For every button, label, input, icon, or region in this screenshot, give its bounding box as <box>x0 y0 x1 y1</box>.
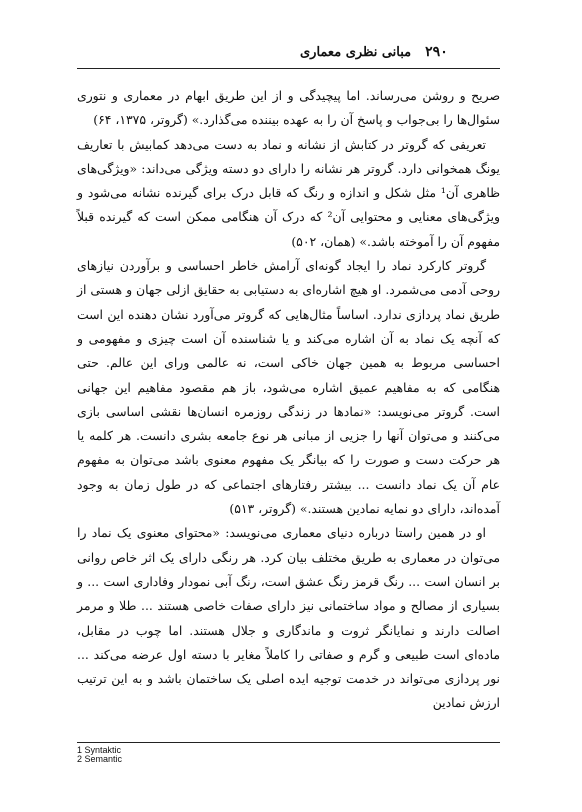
paragraph: گروتر کارکرد نماد را ایجاد گونه‌ای آرامش خاطر احساسی و برآوردن نیازهای روحی آدمی می‌شمرد. او هیچ اشاره‌ای به دستیابی به حقایق ازلی جهان و هستی از طریق نماد پردازی ندارد. اساساً مثال‌هایی که گروتر می‌آورد نشان دهنده این است که آنچه یک نماد به آن اشاره می‌کند و یا شناسنده آن است چیزی و مفهومی و احساسی مربوط به همین جهان خاکی است، نه عالمی ورای این عالم. حتی هنگامی که به مفاهیم عمیق اشاره می‌شود، باز هم مقصود مفاهیم این جهانی است. گروتر می‌نویسد: «نمادها در زندگی روزمره انسان‌ها نقشی اساسی بازی می‌کنند و می‌توان آنها را جزیی از مبانی هر نوع جامعه بشری دانست. هر کلمه یا هر حرکت دست و صورت را که بیانگر یک مفهوم معنوی باشد می‌توان به مفهوم عام آن یک نماد دانست ... بیشتر رفتارهای اجتماعی که در طول زمان به وجود آمده‌اند، دارای دو نمایه نمادین هستند.» (گروتر، ۵۱۳) <box>77 258 500 517</box>
paragraph: تعریفی که گروتر در کتابش از نشانه و نماد به دست می‌دهد کمابیش با تعاریف یونگ همخوانی دارد. گروتر هر نشانه را دارای دو دسته ویژگی می‌داند: «ویژگی‌های ظاهری آن¹ مثل شکل و اندازه و رنگ که قابل درک برای گیرنده نشانه می‌شود و ویژگی‌های معنایی و محتوایی آن² که درک آن هنگامی ممکن است که گیرنده قبلاً مفهوم آن را آموخته باشد.» (همان، ۵۰۲) <box>77 136 501 249</box>
header-divider <box>77 68 500 69</box>
page-number: ۲۹۰ <box>425 44 448 60</box>
footnote: 2 Semantic <box>77 754 123 764</box>
footnote: 1 Syntaktic <box>77 745 122 755</box>
paragraph: او در همین راستا درباره دنیای معماری می‌نویسد: «محتوای معنوی یک نماد را می‌توان در معماری به طریق مختلف بیان کرد. هر رنگی دارای یک اثر خاص روانی بر انسان است ... رنگ قرمز رنگ عشق است، رنگ آبی نمودار وفاداری است ... و بسیاری از مصالح و مواد ساختمانی نیز دارای صفات خاصی هستند ... طلا و مرمر اصالت دارند و نمایانگر ثروت و ماندگاری و جلال هستند. اما چوب در مقابل، ماده‌ای است طبیعی و گرم و صفاتی را کاملاً مغایر با دسته اول عرضه می‌کند ... نور پردازی می‌تواند در خدمت توجیه ایده اصلی یک ساختمان باشد و به این ترتیب ارزش نمادین <box>77 525 500 711</box>
footnotes <box>77 746 277 764</box>
footnote-divider <box>77 742 500 743</box>
running-title: مبانی نظری معماری <box>300 45 412 60</box>
page-header <box>300 44 500 60</box>
paragraph: صریح و روشن می‌رساند. اما پیچیدگی و از این طریق ابهام در معماری و نتوری سئوال‌ها را بی‌جواب و پاسخ آن را به عهده بیننده می‌گذارد.» (گروتر، ۱۳۷۵، ۶۴) <box>77 88 500 128</box>
body-text <box>77 84 500 716</box>
